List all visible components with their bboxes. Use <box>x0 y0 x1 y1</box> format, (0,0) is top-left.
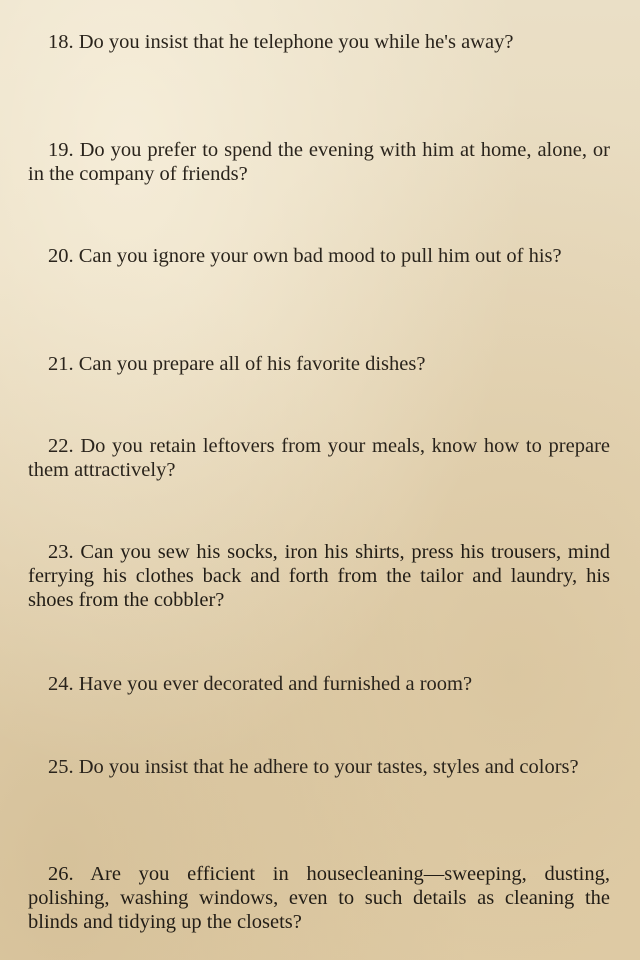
question-number: 18. <box>48 31 74 53</box>
question-19 <box>28 138 610 186</box>
question-text: Can you ignore your own bad mood to pull him out of his? <box>78 245 562 267</box>
question-number: 24. <box>48 673 74 695</box>
question-26 <box>28 862 610 934</box>
question-23 <box>28 540 610 612</box>
question-number: 19. <box>48 139 74 161</box>
question-number: 26. <box>48 863 74 885</box>
question-number: 25. <box>48 756 74 778</box>
question-text: Have you ever decorated and furnished a room? <box>78 673 473 695</box>
question-number: 23. <box>48 541 74 563</box>
question-21 <box>28 352 610 376</box>
question-text: Do you prefer to spend the evening with him at home, alone, or in the company of friends? <box>28 139 610 185</box>
question-18 <box>28 30 610 54</box>
question-22 <box>28 434 610 482</box>
question-20 <box>28 244 610 268</box>
question-text: Do you retain leftovers from your meals, know how to prepare them attractively? <box>28 435 610 481</box>
question-text: Are you efficient in housecleaning—sweeping, dusting, polishing, washing windows, even to such details as cleaning the blinds and tidying up the closets? <box>28 863 610 933</box>
question-24 <box>28 672 610 696</box>
question-text: Do you insist that he telephone you while he's away? <box>78 31 514 53</box>
question-number: 22. <box>48 435 74 457</box>
question-text: Do you insist that he adhere to your tastes, styles and colors? <box>78 756 579 778</box>
question-number: 21. <box>48 353 74 375</box>
question-number: 20. <box>48 245 74 267</box>
question-text: Can you prepare all of his favorite dishes? <box>78 353 426 375</box>
question-25 <box>28 755 610 779</box>
question-text: Can you sew his socks, iron his shirts, press his trousers, mind ferrying his clothes back and forth from the tailor and laundry, his shoes from the cobbler? <box>28 541 611 611</box>
